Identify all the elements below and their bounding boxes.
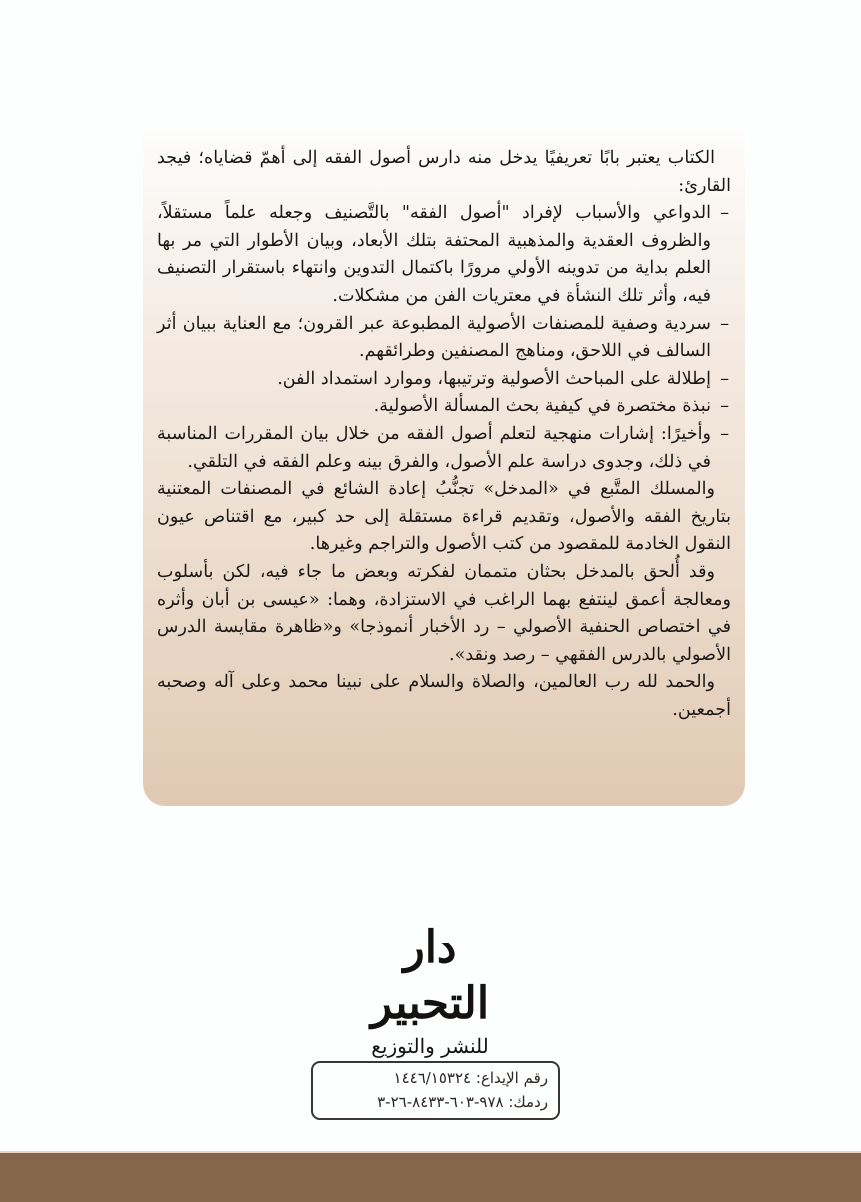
isbn-row bbox=[319, 1090, 548, 1114]
closing-paragraph: والحمد لله رب العالمين، والصلاة والسلام على نبينا محمد وعلى آله وصحبه أجمعين. bbox=[157, 672, 731, 720]
isbn-label: ردمك: bbox=[508, 1093, 548, 1111]
list-item bbox=[157, 200, 731, 310]
list-item bbox=[157, 421, 731, 476]
list-item-text: نبذة مختصرة في كيفية بحث المسألة الأصولية. bbox=[373, 396, 711, 417]
bullet-dash: – bbox=[720, 396, 729, 417]
bullet-dash: – bbox=[720, 368, 729, 389]
list-item-text: سردية وصفية للمصنفات الأصولية المطبوعة عبر القرون؛ مع العناية ببيان أثر السالف في اللاحق، ومناهج المصنفين وطرائقهم. bbox=[157, 313, 711, 362]
method-paragraph: والمسلك المتَّبع في «المدخل» تجنُّبُ إعادة الشائع في المصنفات المعتنية بتاريخ الفقه والأصول، وتقديم قراءة مستقلة إلى حد كبير، مع اقتناص عيون النقول الخادمة للمقصود من كتب الأصول والتراجم وغيرها. bbox=[157, 479, 731, 555]
features-list bbox=[157, 200, 731, 476]
bullet-dash: – bbox=[720, 423, 729, 444]
list-item bbox=[157, 393, 731, 421]
list-item bbox=[157, 366, 731, 394]
deposit-label: رقم الإيداع: bbox=[475, 1069, 548, 1087]
publisher-name: دار التحبير bbox=[370, 922, 490, 1029]
list-item-text: الدواعي والأسباب لإفراد "أصول الفقه" بالتَّصنيف وجعله علماً مستقلاً، والظروف العقدية والمذهبية المحتفة بتلك الأبعاد، وبيان الأطوار التي مر بها العلم بداية من تدوينه الأولي مرورًا باكتمال التدوين وانتهاء باستقرار التصنيف فيه، وأثر تلك النشأة في معتريات الفن من مشكلات. bbox=[157, 203, 711, 306]
list-item bbox=[157, 311, 731, 366]
isbn-number: ٩٧٨-٦٠٣-٨٤٣٣-٢٦-٣ bbox=[377, 1093, 504, 1111]
bullet-dash: – bbox=[720, 313, 729, 334]
bottom-color-band bbox=[0, 1151, 861, 1202]
deposit-row bbox=[319, 1066, 548, 1090]
list-item-text: إطلالة على المباحث الأصولية وترتيبها، وموارد استمداد الفن. bbox=[277, 368, 711, 389]
appendix-paragraph: وقد أُلحق بالمدخل بحثان متممان لفكرته وبعض ما جاء فيه، لكن بأسلوب ومعالجة أعمق لينتفع بهما الراغب في الاستزادة، وهما: «عيسى بن أبان وأثره في اختصاص الحنفية الأصولي – رد الأخبار أنموذجا» و«ظاهرة مقايسة الدرس الأصولي بالدرس الفقهي – رصد ونقد». bbox=[157, 561, 731, 665]
intro-paragraph: الكتاب يعتبر بابًا تعريفيًا يدخل منه دارس أصول الفقه إلى أهمّ قضاياه؛ فيجد القارئ: bbox=[157, 148, 731, 196]
legal-info-box bbox=[311, 1061, 560, 1120]
publisher-tagline: للنشر والتوزيع bbox=[371, 1034, 489, 1058]
bullet-dash: – bbox=[720, 203, 729, 224]
publisher-logo bbox=[340, 920, 520, 1058]
list-item-text: وأخيرًا: إشارات منهجية لتعلم أصول الفقه من خلال بيان المقررات المناسبة في ذلك، وجدوى دراسة علم الأصول، والفرق بينه وعلم الفقه في التلقي. bbox=[157, 423, 711, 472]
deposit-number: ١٤٤٦/١٥٣٢٤ bbox=[393, 1069, 472, 1087]
description-panel bbox=[143, 133, 745, 806]
